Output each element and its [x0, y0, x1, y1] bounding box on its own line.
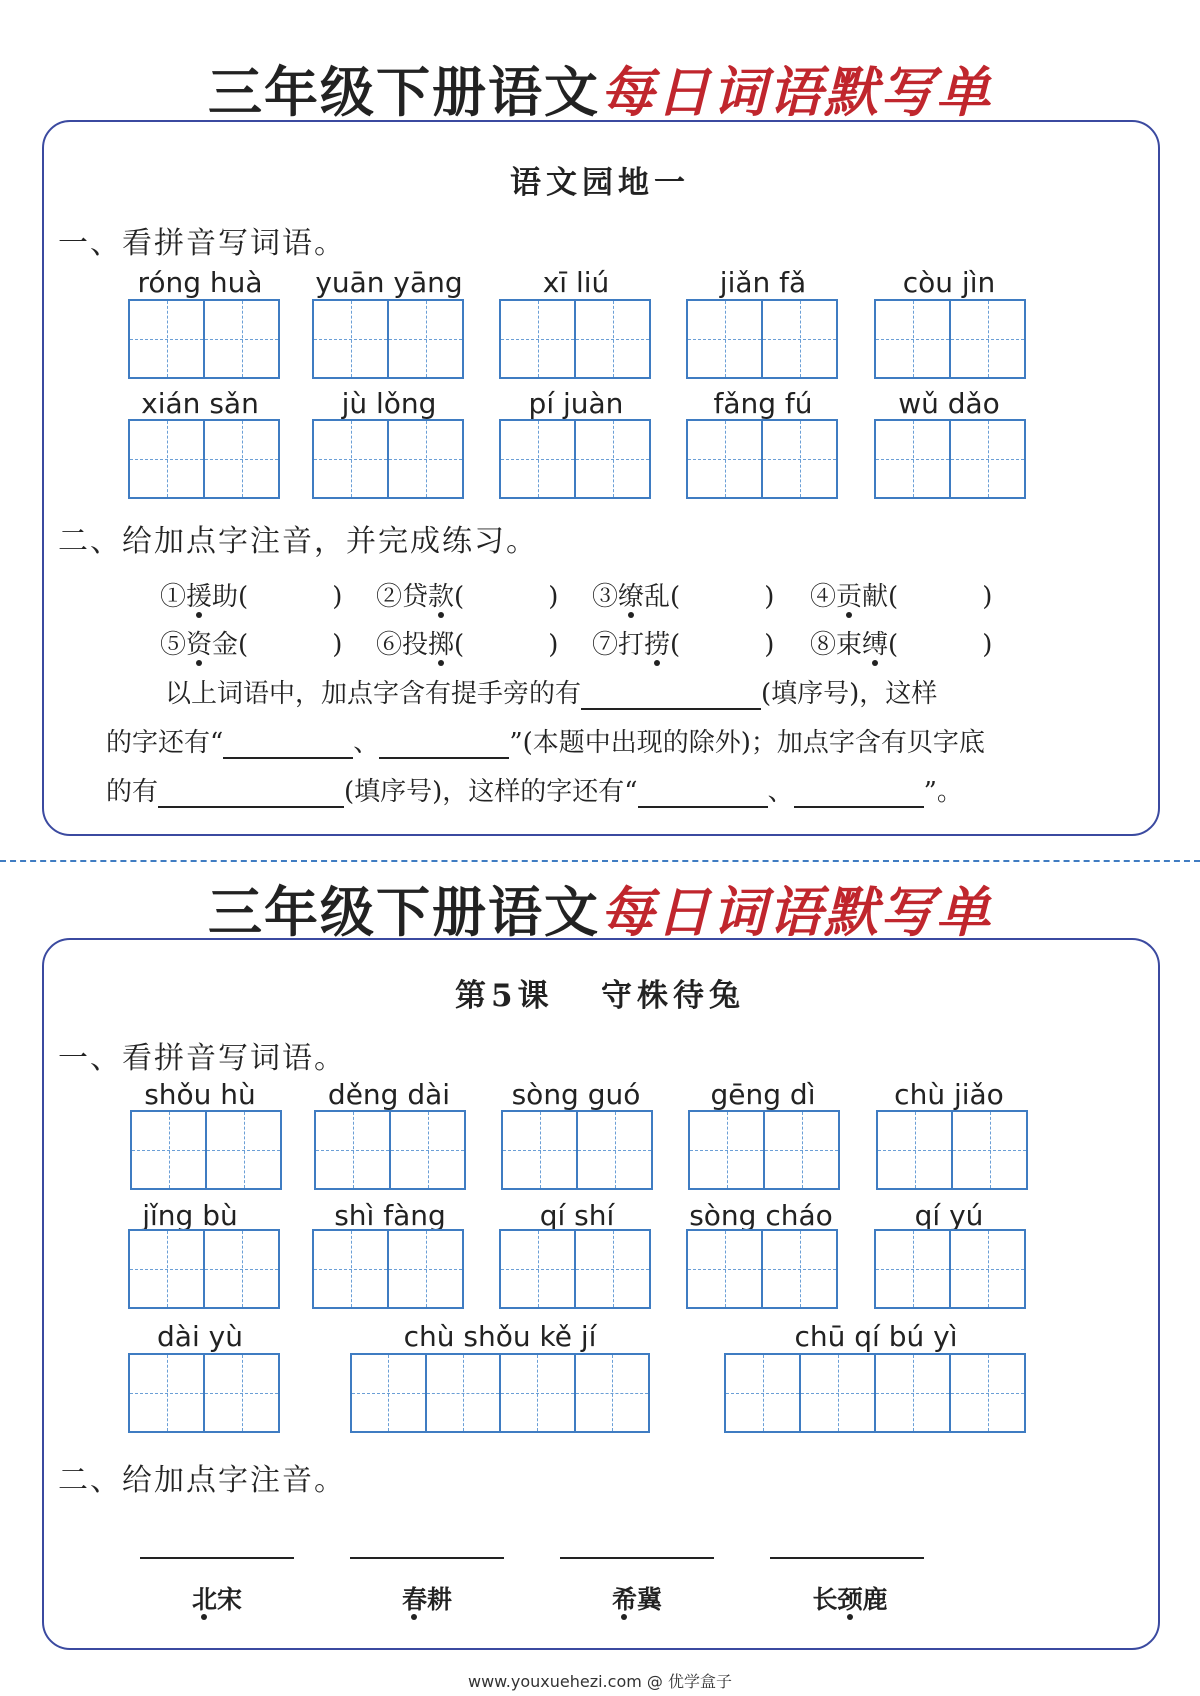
writing-grid[interactable]: [874, 1229, 1026, 1309]
pinyin-label: gēng dì: [710, 1078, 816, 1111]
exercise-paragraph-line: 的有 (填序号)，这样的字还有“ 、 ”。: [106, 777, 963, 807]
pinyin-label: chù shǒu kě jí: [403, 1320, 597, 1353]
exercise-paragraph-line: 的字还有“ 、 ”(本题中出现的除外)；加点字含有贝字底: [106, 728, 985, 758]
answer-blank[interactable]: [581, 682, 761, 710]
page-title-1: [0, 50, 1200, 127]
dotted-word: 春耕: [401, 1585, 453, 1614]
pinyin-label: sòng cháo: [689, 1199, 833, 1232]
writing-grid[interactable]: [312, 1229, 464, 1309]
pinyin-item: ③缭乱( ): [592, 582, 775, 612]
exercise-paragraph-line: 以上词语中，加点字含有提手旁的有 (填序号)，这样: [165, 679, 938, 709]
writing-grid[interactable]: [686, 1229, 838, 1309]
pinyin-label: shǒu hù: [144, 1078, 256, 1111]
pinyin-label: qí yú: [914, 1199, 984, 1232]
page-title-2: [0, 870, 1200, 947]
title-black: 三年级下册语文: [208, 880, 600, 944]
pinyin-label: xián sǎn: [141, 387, 259, 420]
pinyin-label: chū qí bú yì: [794, 1320, 958, 1353]
answer-blank[interactable]: [379, 731, 509, 759]
writing-grid[interactable]: [130, 1110, 282, 1190]
writing-grid[interactable]: [312, 299, 464, 379]
pinyin-label: fǎng fú: [713, 387, 813, 420]
pinyin-label: sòng guó: [511, 1078, 641, 1111]
writing-grid[interactable]: [312, 419, 464, 499]
writing-grid[interactable]: [314, 1110, 466, 1190]
pinyin-item: ⑧束缚( ): [810, 630, 993, 660]
pinyin-label: pí juàn: [528, 387, 624, 420]
writing-grid[interactable]: [499, 419, 651, 499]
answer-blank[interactable]: [638, 780, 768, 808]
answer-line[interactable]: [770, 1557, 924, 1559]
lesson-title-2: 第5课 守株待兔: [455, 978, 745, 1014]
writing-grid[interactable]: [128, 419, 280, 499]
title-red: 每日词语默写单: [600, 60, 992, 124]
writing-grid[interactable]: [499, 1229, 651, 1309]
pinyin-label: shì fàng: [334, 1199, 446, 1232]
writing-grid[interactable]: [128, 1229, 280, 1309]
section-heading-4: 二、给加点字注音。: [58, 1463, 346, 1498]
section-heading-3: 一、看拼音写词语。: [58, 1041, 346, 1076]
pinyin-label: chù jiǎo: [894, 1078, 1004, 1111]
cut-line: [0, 860, 1200, 862]
dotted-word: 希冀: [611, 1585, 663, 1614]
pinyin-item: ⑤资金( ): [160, 630, 343, 660]
pinyin-item: ①援助( ): [160, 582, 343, 612]
writing-grid[interactable]: [128, 1353, 280, 1433]
pinyin-label: qí shí: [539, 1199, 615, 1232]
section-heading-1: 一、看拼音写词语。: [58, 226, 346, 261]
dotted-word: 北宋: [191, 1585, 243, 1614]
pinyin-label: xī liú: [542, 266, 610, 299]
writing-grid[interactable]: [350, 1353, 650, 1433]
pinyin-label: wǔ dǎo: [898, 387, 1000, 420]
answer-line[interactable]: [350, 1557, 504, 1559]
writing-grid[interactable]: [688, 1110, 840, 1190]
answer-line[interactable]: [560, 1557, 714, 1559]
writing-grid[interactable]: [874, 419, 1026, 499]
pinyin-item: ④贡献( ): [810, 582, 993, 612]
pinyin-item: ⑥投掷( ): [376, 630, 559, 660]
answer-blank[interactable]: [794, 780, 924, 808]
pinyin-item: ⑦打捞( ): [592, 630, 775, 660]
writing-grid[interactable]: [724, 1353, 1026, 1433]
pinyin-label: děng dài: [327, 1078, 451, 1111]
title-red: 每日词语默写单: [600, 880, 992, 944]
footer-watermark: www.youxuehezi.com @ 优学盒子: [468, 1672, 732, 1691]
pinyin-label: róng huà: [137, 266, 263, 299]
pinyin-item: ②贷款( ): [376, 582, 559, 612]
pinyin-label: jiǎn fǎ: [719, 266, 807, 299]
writing-grid[interactable]: [501, 1110, 653, 1190]
writing-grid[interactable]: [874, 299, 1026, 379]
pinyin-label: còu jìn: [902, 266, 996, 299]
writing-grid[interactable]: [499, 299, 651, 379]
lesson-title-1: 语文园地一: [510, 165, 690, 201]
pinyin-label: dài yù: [157, 1320, 243, 1353]
pinyin-label: jǐng bù: [142, 1199, 238, 1232]
dotted-word: 长颈鹿: [812, 1585, 888, 1614]
answer-line[interactable]: [140, 1557, 294, 1559]
answer-blank[interactable]: [158, 780, 344, 808]
writing-grid[interactable]: [686, 419, 838, 499]
writing-grid[interactable]: [686, 299, 838, 379]
writing-grid[interactable]: [876, 1110, 1028, 1190]
pinyin-label: jù lǒng: [341, 387, 437, 420]
answer-blank[interactable]: [223, 731, 353, 759]
pinyin-label: yuān yāng: [315, 266, 463, 299]
writing-grid[interactable]: [128, 299, 280, 379]
section-heading-2: 二、给加点字注音，并完成练习。: [58, 524, 538, 559]
title-black: 三年级下册语文: [208, 60, 600, 124]
